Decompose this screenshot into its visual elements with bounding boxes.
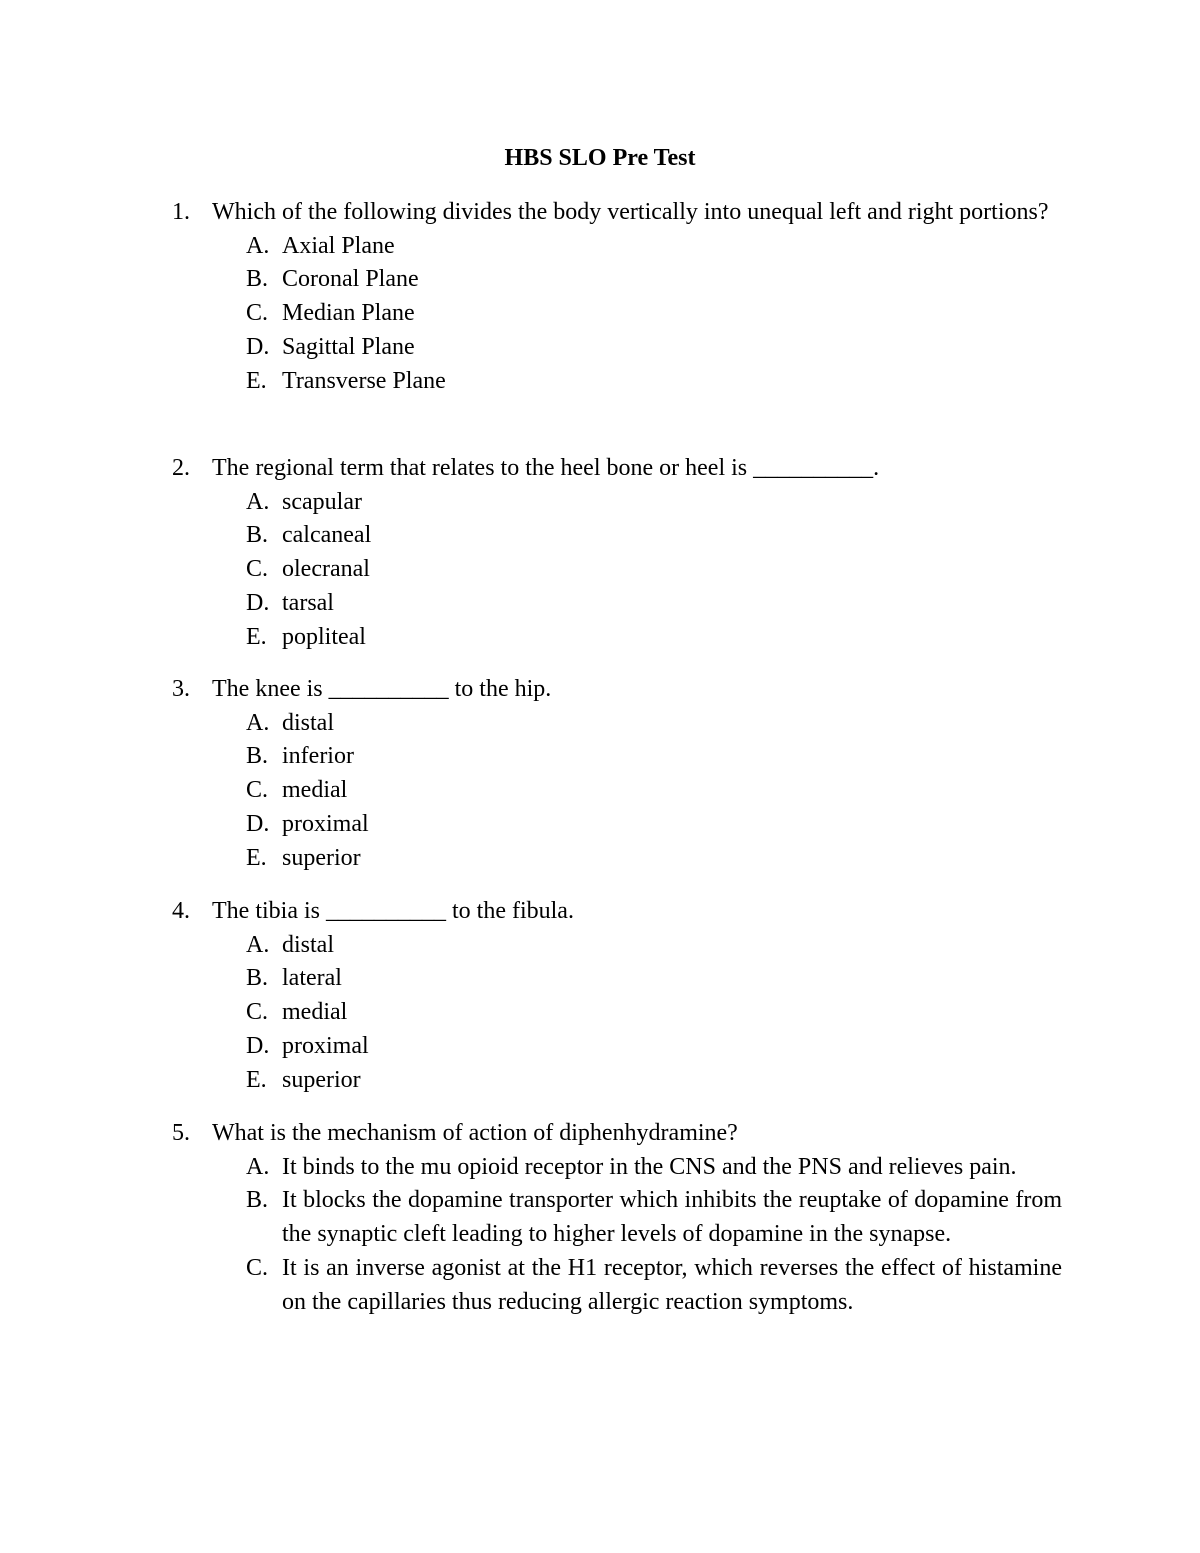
question-stem — [172, 673, 1062, 707]
question-stem — [172, 895, 1062, 929]
option-letter: E. — [246, 845, 267, 872]
option-text: It binds to the mu opioid receptor in the CNS and the PNS and relieves pain. — [282, 1153, 1017, 1180]
question-number: 4. — [172, 898, 190, 924]
option-letter: C. — [246, 777, 269, 804]
question-stem — [172, 452, 1062, 486]
answer-option — [246, 263, 1062, 297]
question-stem — [172, 196, 1062, 230]
option-text: Coronal Plane — [282, 266, 419, 293]
answer-option — [246, 621, 1062, 655]
option-letter: D. — [246, 811, 270, 838]
answer-option — [246, 740, 1062, 774]
answer-options — [246, 230, 1062, 400]
option-text: Sagittal Plane — [282, 334, 415, 361]
answer-option — [246, 519, 1062, 553]
option-text: tarsal — [282, 590, 334, 617]
option-letter: D. — [246, 1033, 270, 1060]
option-text: distal — [282, 931, 334, 958]
option-text: calcaneal — [282, 522, 372, 549]
answer-option — [246, 962, 1062, 996]
answer-option — [246, 842, 1062, 876]
question-5 — [172, 1117, 1062, 1320]
question-text: The regional term that relates to the heel bone or heel is __________. — [212, 455, 880, 481]
option-letter: B. — [246, 743, 269, 770]
question-text: What is the mechanism of action of diphenhydramine? — [212, 1120, 738, 1146]
question-text: Which of the following divides the body vertically into unequal left and right portions? — [212, 199, 1049, 225]
answer-option — [246, 707, 1062, 741]
question-stem — [172, 1117, 1062, 1151]
option-text: superior — [282, 845, 361, 872]
option-text: proximal — [282, 1033, 369, 1060]
answer-option — [246, 230, 1062, 264]
option-text: It blocks the dopamine transporter which inhibits the reuptake of dopamine from the synaptic cleft leading to higher levels of dopamine in the synapse. — [282, 1187, 1062, 1248]
option-text: Transverse Plane — [282, 368, 446, 395]
answer-option — [246, 774, 1062, 808]
option-letter: B. — [246, 965, 269, 992]
option-letter: E. — [246, 368, 267, 395]
option-letter: C. — [246, 556, 269, 583]
option-text: proximal — [282, 811, 369, 838]
question-4 — [172, 895, 1062, 1098]
answer-option — [246, 1030, 1062, 1064]
option-letter: E. — [246, 624, 267, 651]
answer-option — [246, 1184, 1062, 1252]
question-text: The knee is __________ to the hip. — [212, 676, 552, 702]
option-letter: C. — [246, 300, 269, 327]
option-letter: C. — [246, 1255, 269, 1282]
answer-option — [246, 1151, 1062, 1185]
answer-option — [246, 553, 1062, 587]
question-number: 5. — [172, 1120, 190, 1146]
answer-options — [246, 1151, 1062, 1321]
question-number: 2. — [172, 455, 190, 481]
option-letter: A. — [246, 488, 270, 515]
option-text: It is an inverse agonist at the H1 receptor, which reverses the effect of histamine on the capillaries thus reducing allergic reaction symptoms. — [282, 1255, 1062, 1316]
answer-option — [246, 365, 1062, 399]
option-letter: A. — [246, 1153, 270, 1180]
answer-option — [246, 587, 1062, 621]
answer-options — [246, 707, 1062, 877]
question-2 — [172, 452, 1062, 655]
option-letter: E. — [246, 1067, 267, 1094]
option-letter: B. — [246, 266, 269, 293]
question-number: 1. — [172, 199, 190, 225]
option-text: olecranal — [282, 556, 370, 583]
option-text: Axial Plane — [282, 232, 395, 259]
option-text: popliteal — [282, 624, 366, 651]
option-letter: A. — [246, 232, 270, 259]
answer-option — [246, 331, 1062, 365]
option-letter: D. — [246, 590, 270, 617]
option-letter: C. — [246, 999, 269, 1026]
option-letter: B. — [246, 1187, 269, 1214]
option-text: medial — [282, 999, 348, 1026]
answer-option — [246, 1252, 1062, 1320]
option-text: inferior — [282, 743, 354, 770]
question-text: The tibia is __________ to the fibula. — [212, 898, 574, 924]
option-letter: B. — [246, 522, 269, 549]
answer-options — [246, 929, 1062, 1099]
answer-option — [246, 1064, 1062, 1098]
option-letter: A. — [246, 709, 270, 736]
answer-option — [246, 996, 1062, 1030]
answer-option — [246, 486, 1062, 520]
answer-options — [246, 486, 1062, 656]
answer-option — [246, 929, 1062, 963]
option-text: scapular — [282, 488, 362, 515]
option-text: lateral — [282, 965, 342, 992]
answer-option — [246, 808, 1062, 842]
question-number: 3. — [172, 676, 190, 702]
option-text: Median Plane — [282, 300, 415, 327]
option-text: superior — [282, 1067, 361, 1094]
answer-option — [246, 297, 1062, 331]
option-text: distal — [282, 709, 334, 736]
page-title: HBS SLO Pre Test — [504, 145, 696, 171]
option-text: medial — [282, 777, 348, 804]
option-letter: D. — [246, 334, 270, 361]
question-3 — [172, 673, 1062, 876]
option-letter: A. — [246, 931, 270, 958]
question-1 — [172, 196, 1062, 399]
